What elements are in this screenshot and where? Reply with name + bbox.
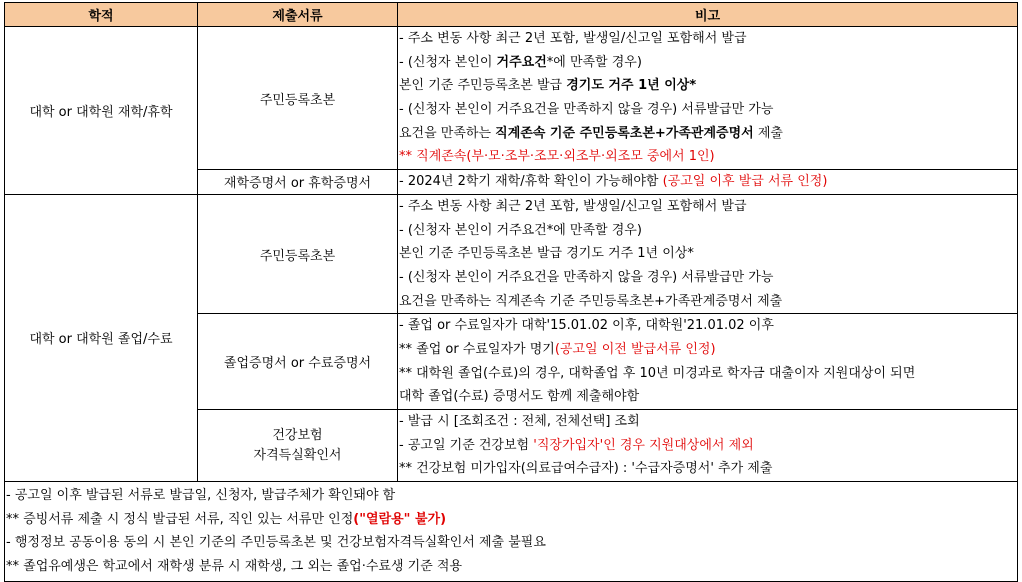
note-line: ** 직계존속(부·모·조부·조모·외조부·외조모 중에서 1인) [399,149,715,165]
footer-line: - 행정정보 공동이용 동의 시 본인 기준의 주민등록초본 및 건강보험자격득실확인서 제출 불필요 [6,535,546,551]
enrolled-resident-doc: 주민등록초본 [198,27,398,170]
footer-row [5,482,1018,582]
note-line: 요건을 만족하는 직계존속 기준 주민등록초본+가족관계증명서 제출 [399,125,783,141]
note-line: 요건을 만족하는 직계존속 기준 주민등록초본+가족관계증명서 제출 [399,293,783,309]
graduated-status: 대학 or 대학원 졸업/수료 [5,194,198,481]
note-line: - 공고일 기준 건강보험 '직장가입자'인 경우 지원대상에서 제외 [399,437,754,453]
enrolled-cert-doc: 재학증명서 or 휴학증명서 [198,170,398,195]
graduated-resident-doc: 주민등록초본 [198,194,398,313]
footer-line: ** 졸업유예생은 학교에서 재학생 분류 시 재학생, 그 외는 졸업·수료생 기준 적용 [6,559,463,575]
note-line: - (신청자 본인이 거주요건을 만족하지 않을 경우) 서류발급만 가능 [399,269,774,285]
header-documents: 제출서류 [198,3,398,27]
note-line: - 발급 시 [조회조건 : 전체, 전체선택] 조회 [399,414,640,429]
enrolled-resident-row [5,27,1018,170]
note-line: - 졸업 or 수료일자가 대학'15.01.02 이후, 대학원'21.01.02 이후 [399,318,774,334]
health-doc-line: 자격득실확인서 [253,447,342,463]
footer-notes [5,482,1018,582]
note-line: 대학 졸업(수료) 증명서도 함께 제출해야함 [399,389,640,405]
graduated-resident-notes [398,194,1018,313]
enrolled-status: 대학 or 대학원 재학/휴학 [5,27,198,195]
header-row [5,3,1018,27]
document-table [4,2,1018,582]
graduated-resident-row [5,194,1018,313]
enrolled-resident-notes [398,27,1018,170]
footer-line: - 공고일 이후 발급된 서류로 발급일, 신청자, 발급주체가 확인돼야 함 [6,488,396,504]
enrolled-cert-notes [398,170,1018,195]
note-line: ** 졸업 or 수료일자가 명기(공고일 이전 발급서류 인정) [399,341,716,357]
health-doc-line: 건강보험 [272,427,323,443]
note-line: - (신청자 본인이 거주요건*에 만족할 경우) [399,222,642,238]
graduated-cert-doc: 졸업증명서 or 수료증명서 [198,314,398,410]
footer-line: ** 증빙서류 제출 시 정식 발급된 서류, 직인 있는 서류만 인정("열람용" 불가) [6,511,447,527]
note-line: - 주소 변동 사항 최근 2년 포함, 발생일/신고일 포함해서 발급 [399,198,747,214]
graduated-health-notes [398,410,1018,482]
note-line: - (신청자 본인이 거주요건을 만족하지 않을 경우) 서류발급만 가능 [399,102,774,118]
graduated-health-doc [198,410,398,482]
note-line: - 주소 변동 사항 최근 2년 포함, 발생일/신고일 포함해서 발급 [399,31,747,46]
header-status: 학적 [5,3,198,27]
note-line: ** 대학원 졸업(수료)의 경우, 대학졸업 후 10년 미경과로 학자금 대출이자 지원대상이 되면 [399,365,916,381]
note-line: - 2024년 2학기 재학/휴학 확인이 가능해야함 (공고일 이후 발급 서류 인정) [399,174,828,190]
note-line: ** 건강보험 미가입자(의료급여수급자) : '수급자증명서' 추가 제출 [399,461,773,477]
note-line: 본인 기준 주민등록초본 발급 경기도 거주 1년 이상* [399,78,697,94]
note-line: 본인 기준 주민등록초본 발급 경기도 거주 1년 이상* [399,246,694,262]
note-line: - (신청자 본인이 거주요건*에 만족할 경우) [399,54,642,70]
graduated-cert-notes [398,314,1018,410]
header-remarks: 비고 [398,3,1018,27]
